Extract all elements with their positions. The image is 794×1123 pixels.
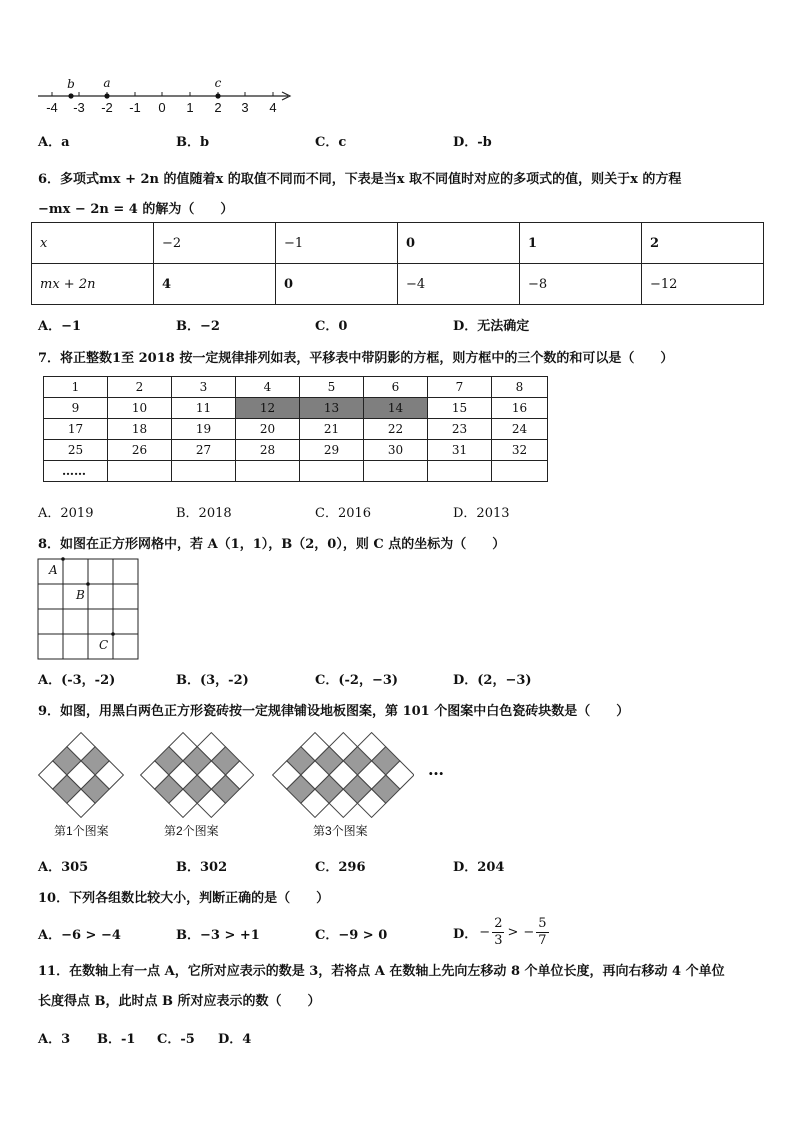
table-cell: 3 [172, 377, 236, 398]
table-cell: 22 [364, 419, 428, 440]
q5-option-b[interactable]: B．b [176, 135, 210, 150]
frac-den: 3 [494, 932, 503, 948]
q11-option-c[interactable]: C．-5 [157, 1032, 195, 1047]
number-line-figure [34, 74, 296, 120]
pattern-caption-1: 第1个图案 [54, 824, 109, 838]
q9-option-d[interactable]: D．204 [453, 860, 505, 875]
point-label-B: B [76, 588, 85, 602]
table-cell: 29 [300, 440, 364, 461]
table-cell: 26 [108, 440, 172, 461]
table-cell: 27 [172, 440, 236, 461]
pattern-caption-3: 第3个图案 [313, 824, 368, 838]
q8-option-d[interactable]: D．(2，−3) [453, 673, 532, 688]
tick-label: -2 [101, 100, 113, 115]
option-d-label: D． [453, 926, 478, 942]
table-cell: 1 [44, 377, 108, 398]
table-cell: 20 [236, 419, 300, 440]
table-cell: 5 [300, 377, 364, 398]
q7-option-b[interactable]: B．2018 [176, 506, 232, 521]
table-cell: 15 [428, 398, 492, 419]
tile-pattern-3 [272, 732, 414, 818]
tick-label: -4 [46, 100, 58, 115]
tick-label: 3 [241, 100, 249, 115]
table-cell: −8 [520, 264, 642, 305]
table-cell: 16 [492, 398, 548, 419]
q5-option-d[interactable]: D．-b [453, 135, 492, 150]
table-cell: 8 [492, 377, 548, 398]
shaded-cell: 12 [236, 398, 300, 419]
table-cell: 21 [300, 419, 364, 440]
q7-option-d[interactable]: D．2013 [453, 506, 510, 521]
table-cell: 2 [108, 377, 172, 398]
tick-label: -3 [73, 100, 85, 115]
q7-number-table [43, 376, 548, 482]
q6-option-d[interactable]: D．无法确定 [453, 319, 530, 334]
table-cell: −1 [276, 223, 398, 264]
q8-option-b[interactable]: B．(3，-2) [176, 673, 249, 688]
table-cell: 23 [428, 419, 492, 440]
q7-option-a[interactable]: A．2019 [38, 506, 94, 521]
frac-num: 5 [538, 915, 547, 931]
q9-option-c[interactable]: C．296 [315, 860, 366, 875]
shaded-cell: 14 [364, 398, 428, 419]
q11-option-d[interactable]: D．4 [218, 1032, 252, 1047]
ellipsis-cell: …… [44, 461, 108, 482]
shaded-cell: 13 [300, 398, 364, 419]
table-cell: 2 [642, 223, 764, 264]
table-cell: −4 [398, 264, 520, 305]
q8-option-a[interactable]: A．(-3，-2) [38, 673, 116, 688]
frac-den: 7 [538, 932, 547, 948]
tick-label: -1 [129, 100, 141, 115]
q7-option-c[interactable]: C．2016 [315, 506, 372, 521]
q10-option-b[interactable]: B．−3 > +1 [176, 928, 260, 943]
pattern-ellipsis: … [428, 760, 444, 779]
pattern-caption-2: 第2个图案 [164, 824, 219, 838]
table-cell: −2 [154, 223, 276, 264]
table-cell: mx + 2n [32, 264, 154, 305]
table-cell: 24 [492, 419, 548, 440]
table-cell: 9 [44, 398, 108, 419]
tick-label: 1 [186, 100, 194, 115]
table-cell: 1 [520, 223, 642, 264]
table-cell: 31 [428, 440, 492, 461]
point-label-a: a [103, 76, 111, 90]
table-cell: 10 [108, 398, 172, 419]
table-cell: 6 [364, 377, 428, 398]
q6-option-a[interactable]: A．−1 [38, 319, 82, 334]
q11-option-b[interactable]: B．-1 [97, 1032, 136, 1047]
q6-stem-line1: 6．多项式mx + 2n 的值随着x 的取值不同而不同，下表是当x 取不同值时对应的多项式的值，则关于x 的方程 [38, 172, 682, 187]
q8-stem: 8．如图在正方形网格中，若 A（1，1），B（2，0），则 C 点的坐标为（ ） [38, 537, 506, 552]
table-cell: −12 [642, 264, 764, 305]
tick-label: 0 [158, 100, 166, 115]
table-cell: 18 [108, 419, 172, 440]
point-a [104, 93, 109, 98]
q5-option-c[interactable]: C．c [315, 135, 347, 150]
q6-option-b[interactable]: B．−2 [176, 319, 220, 334]
table-cell: x [32, 223, 154, 264]
q11-stem-line1: 11．在数轴上有一点 A，它所对应表示的数是 3，若将点 A 在数轴上先向左移动 8 个单位长度，再向右移动 4 个单位 [38, 964, 725, 979]
table-cell: 11 [172, 398, 236, 419]
table-cell: 32 [492, 440, 548, 461]
q6-option-c[interactable]: C．0 [315, 319, 348, 334]
q10-option-a[interactable]: A．−6 > −4 [38, 928, 121, 943]
q10-stem: 10．下列各组数比较大小，判断正确的是（ ） [38, 891, 330, 906]
table-cell: 4 [236, 377, 300, 398]
q9-stem: 9．如图，用黑白两色正方形瓷砖按一定规律铺设地板图案，第 101 个图案中白色瓷砖块数是（ ） [38, 704, 630, 719]
table-cell: 17 [44, 419, 108, 440]
q7-stem: 7．将正整数1至 2018 按一定规律排列如表，平移表中带阴影的方框，则方框中的三个数的和可以是（ ） [38, 351, 674, 366]
table-cell: 7 [428, 377, 492, 398]
tick-label: 2 [214, 100, 222, 115]
q11-option-a[interactable]: A．3 [38, 1032, 71, 1047]
table-cell: 19 [172, 419, 236, 440]
point-label-C: C [99, 638, 109, 652]
tick-label: 4 [269, 100, 277, 115]
tile-pattern-2 [140, 732, 254, 818]
point-label-b: b [67, 77, 75, 91]
table-cell: 0 [398, 223, 520, 264]
table-cell: 25 [44, 440, 108, 461]
q8-grid-figure [36, 556, 142, 662]
q9-option-b[interactable]: B．302 [176, 860, 228, 875]
frac-num: 2 [494, 915, 503, 931]
q11-stem-line2: 长度得点 B，此时点 B 所对应表示的数（ ） [38, 994, 321, 1009]
tile-pattern-1 [38, 732, 124, 818]
point-label-A: A [49, 563, 58, 577]
table-cell: 4 [154, 264, 276, 305]
table-cell: 28 [236, 440, 300, 461]
q10-option-d[interactable]: D． − $\frac{2}{3}$ > − $\frac{5}{7}$ [453, 915, 547, 948]
q10-option-c[interactable]: C．−9 > 0 [315, 928, 388, 943]
q9-option-a[interactable]: A．305 [38, 860, 89, 875]
table-cell: 30 [364, 440, 428, 461]
table-cell: 0 [276, 264, 398, 305]
q8-option-c[interactable]: C．(-2，−3) [315, 673, 399, 688]
point-label-c: c [214, 76, 222, 90]
point-b [68, 93, 73, 98]
q6-stem-line2: −mx − 2n = 4 的解为（ ） [38, 202, 234, 217]
q6-value-table [31, 222, 764, 305]
point-c [215, 93, 220, 98]
q5-option-a[interactable]: A．a [38, 135, 70, 150]
